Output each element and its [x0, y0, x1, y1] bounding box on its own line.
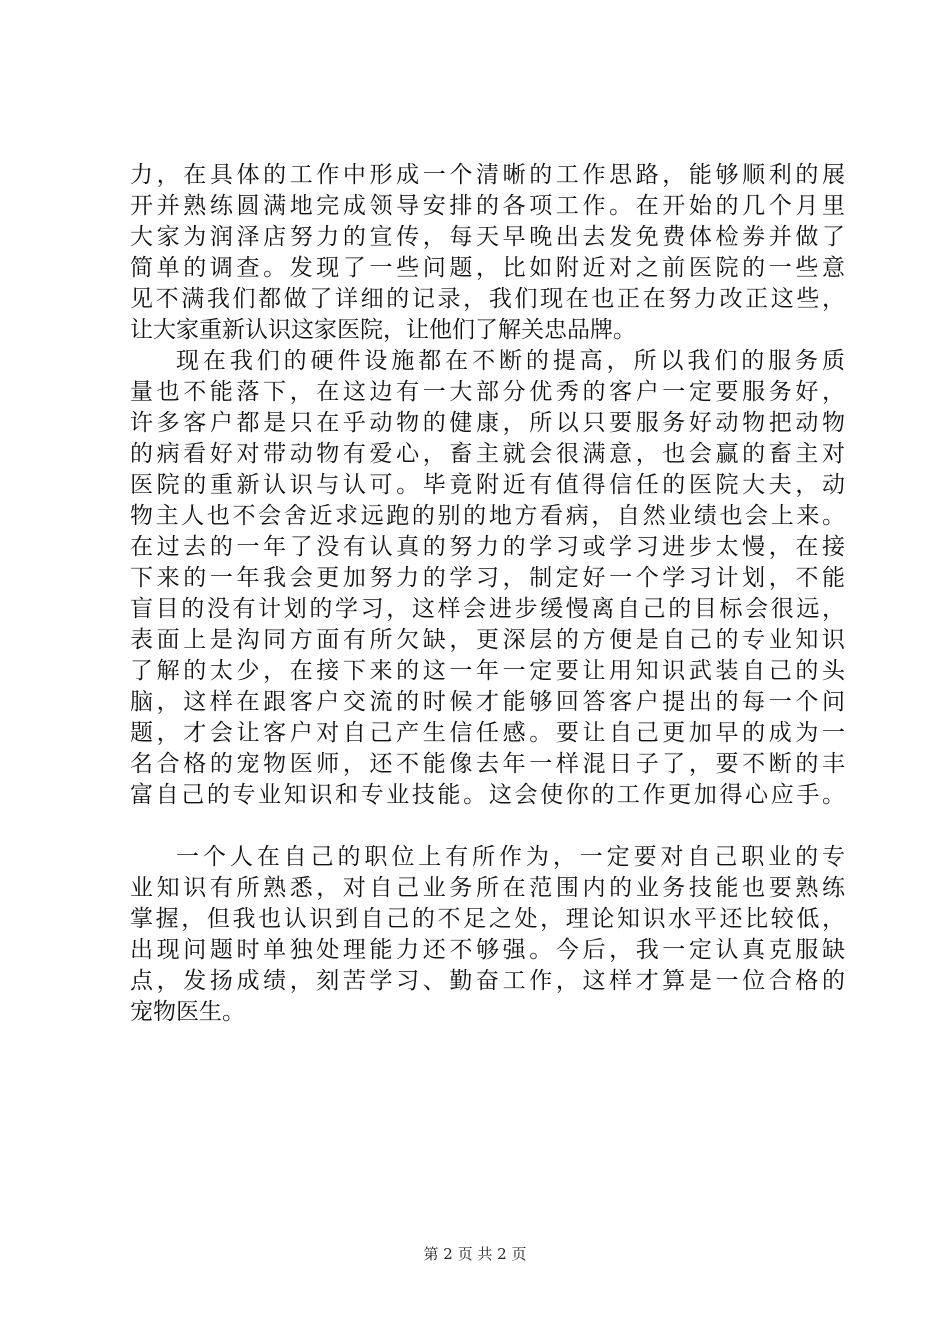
text-line: 点，发扬成绩，刻苦学习、勤奋工作，这样才算是一位合格的 [130, 968, 845, 994]
text-line: 名合格的宠物医师，还不能像去年一样混日子了，要不断的丰 [130, 751, 845, 777]
text-line: 盲目的没有计划的学习，这样会进步缓慢离自己的目标会很远， [130, 596, 845, 622]
text-line: 宠物医生。 [130, 999, 245, 1025]
text-line: 简单的调查。发现了一些问题，比如附近对之前医院的一些意 [130, 255, 845, 281]
text-line: 量也不能落下，在这边有一大部分优秀的客户一定要服务好， [130, 379, 845, 405]
document-body [130, 160, 845, 1028]
text-line: 掌握，但我也认识到自己的不足之处，理论知识水平还比较低， [130, 906, 845, 932]
text-line: 出现问题时单独处理能力还不够强。今后，我一定认真克服缺 [130, 937, 845, 963]
text-line: 大家为润泽店努力的宣传，每天早晚出去发免费体检劵并做了 [130, 224, 845, 250]
text-line: 力，在具体的工作中形成一个清晰的工作思路，能够顺利的展 [130, 162, 845, 188]
text-line: 题，才会让客户对自己产生信任感。要让自己更加早的成为一 [130, 720, 845, 746]
text-line: 物主人也不会舍近求远跑的别的地方看病，自然业绩也会上来。 [130, 503, 845, 529]
paragraph [130, 842, 845, 1028]
page-footer [0, 1244, 950, 1264]
paragraph [130, 346, 845, 811]
text-line: 见不满我们都做了详细的记录，我们现在也正在努力改正这些， [130, 286, 845, 312]
text-line: 在过去的一年了没有认真的努力的学习或学习进步太慢，在接 [130, 534, 845, 560]
text-line: 医院的重新认识与认可。毕竟附近有值得信任的医院大夫，动 [130, 472, 845, 498]
text-line: 业知识有所熟悉，对自己业务所在范围内的业务技能也要熟练 [130, 875, 845, 901]
text-line: 下来的一年我会更加努力的学习，制定好一个学习计划，不能 [130, 565, 845, 591]
text-line: 开并熟练圆满地完成领导安排的各项工作。在开始的几个月里 [130, 193, 845, 219]
paragraph-gap [130, 811, 845, 842]
text-line: 了解的太少，在接下来的这一年一定要让用知识武装自己的头 [130, 658, 845, 684]
text-line: 的病看好对带动物有爱心，畜主就会很满意，也会赢的畜主对 [130, 441, 845, 467]
text-line: 现在我们的硬件设施都在不断的提高，所以我们的服务质 [176, 348, 845, 374]
text-line: 一个人在自己的职位上有所作为，一定要对自己职业的专 [176, 844, 845, 870]
text-line: 脑，这样在跟客户交流的时候才能够回答客户提出的每一个问 [130, 689, 845, 715]
text-line: 许多客户都是只在乎动物的健康，所以只要服务好动物把动物 [130, 410, 845, 436]
text-line: 表面上是沟同方面有所欠缺，更深层的方便是自己的专业知识 [130, 627, 845, 653]
text-line: 富自己的专业知识和专业技能。这会使你的工作更加得心应手。 [130, 782, 845, 808]
page-number-label: 第 2 页 共 2 页 [423, 1245, 527, 1263]
paragraph [130, 160, 845, 346]
text-line: 让大家重新认识这家医院，让他们了解关忠品牌。 [130, 317, 636, 343]
